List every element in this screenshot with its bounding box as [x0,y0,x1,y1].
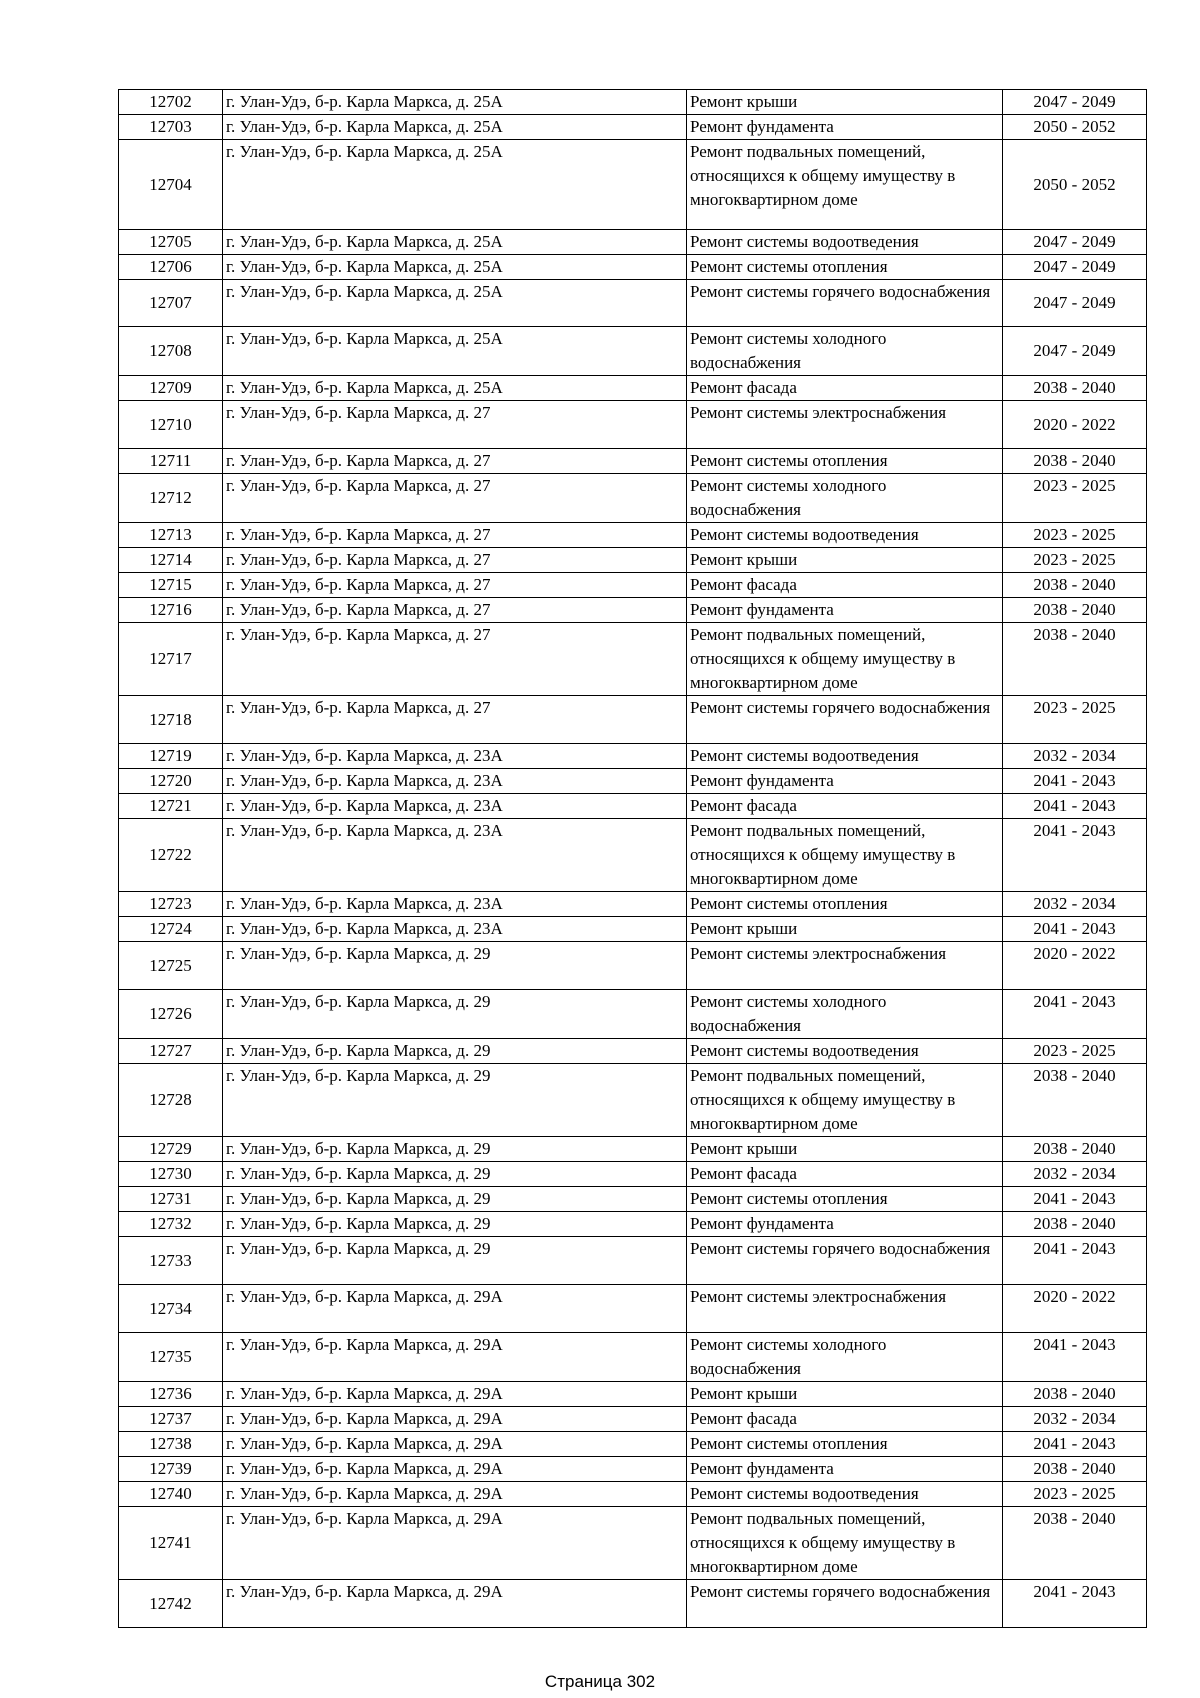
row-period: 2038 - 2040 [1003,376,1147,401]
row-work-type: Ремонт подвальных помещений, относящихся к общему имуществу в многоквартирном доме [687,140,1003,230]
row-period: 2038 - 2040 [1003,1382,1147,1407]
row-number: 12735 [119,1333,223,1382]
row-work-type: Ремонт подвальных помещений, относящихся к общему имуществу в многоквартирном доме [687,623,1003,696]
row-period: 2038 - 2040 [1003,1507,1147,1580]
row-period: 2023 - 2025 [1003,696,1147,744]
table-row [119,1407,1147,1432]
row-period: 2038 - 2040 [1003,598,1147,623]
row-work-type: Ремонт системы водоотведения [687,1482,1003,1507]
row-work-type: Ремонт системы отопления [687,255,1003,280]
row-address: г. Улан-Удэ, б-р. Карла Маркса, д. 27 [223,449,687,474]
table-row [119,90,1147,115]
row-work-type: Ремонт системы водоотведения [687,1039,1003,1064]
row-work-type: Ремонт системы электроснабжения [687,1285,1003,1333]
row-number: 12711 [119,449,223,474]
row-work-type: Ремонт фасада [687,376,1003,401]
row-work-type: Ремонт системы холодного водоснабжения [687,327,1003,376]
row-number: 12727 [119,1039,223,1064]
table-row [119,327,1147,376]
row-work-type: Ремонт крыши [687,90,1003,115]
table-row [119,1580,1147,1628]
row-period: 2023 - 2025 [1003,1482,1147,1507]
table-row [119,230,1147,255]
row-period: 2032 - 2034 [1003,744,1147,769]
row-number: 12714 [119,548,223,573]
row-period: 2041 - 2043 [1003,794,1147,819]
table-row [119,1432,1147,1457]
table-row [119,598,1147,623]
row-period: 2041 - 2043 [1003,769,1147,794]
row-number: 12731 [119,1187,223,1212]
row-period: 2041 - 2043 [1003,819,1147,892]
row-work-type: Ремонт крыши [687,1382,1003,1407]
row-address: г. Улан-Удэ, б-р. Карла Маркса, д. 25А [223,140,687,230]
table-row [119,255,1147,280]
table-row [119,474,1147,523]
row-period: 2023 - 2025 [1003,523,1147,548]
row-period: 2041 - 2043 [1003,1580,1147,1628]
row-address: г. Улан-Удэ, б-р. Карла Маркса, д. 29А [223,1507,687,1580]
row-address: г. Улан-Удэ, б-р. Карла Маркса, д. 27 [223,598,687,623]
row-address: г. Улан-Удэ, б-р. Карла Маркса, д. 29 [223,1064,687,1137]
table-row [119,1039,1147,1064]
row-number: 12724 [119,917,223,942]
row-number: 12734 [119,1285,223,1333]
row-address: г. Улан-Удэ, б-р. Карла Маркса, д. 29 [223,942,687,990]
table-row [119,401,1147,449]
row-number: 12709 [119,376,223,401]
row-number: 12715 [119,573,223,598]
row-number: 12719 [119,744,223,769]
table-row [119,115,1147,140]
row-work-type: Ремонт системы холодного водоснабжения [687,990,1003,1039]
table-row [119,523,1147,548]
row-number: 12707 [119,280,223,327]
page-number: Страница 302 [544,1672,656,1691]
row-number: 12722 [119,819,223,892]
row-address: г. Улан-Удэ, б-р. Карла Маркса, д. 29А [223,1432,687,1457]
row-address: г. Улан-Удэ, б-р. Карла Маркса, д. 29А [223,1482,687,1507]
table-row [119,623,1147,696]
row-address: г. Улан-Удэ, б-р. Карла Маркса, д. 23А [223,892,687,917]
row-period: 2041 - 2043 [1003,990,1147,1039]
row-number: 12706 [119,255,223,280]
row-work-type: Ремонт подвальных помещений, относящихся к общему имуществу в многоквартирном доме [687,819,1003,892]
row-period: 2023 - 2025 [1003,548,1147,573]
row-work-type: Ремонт фасада [687,1162,1003,1187]
row-address: г. Улан-Удэ, б-р. Карла Маркса, д. 23А [223,917,687,942]
row-period: 2041 - 2043 [1003,1333,1147,1382]
table-row [119,573,1147,598]
row-period: 2032 - 2034 [1003,1407,1147,1432]
table-row [119,1333,1147,1382]
row-work-type: Ремонт системы водоотведения [687,230,1003,255]
row-number: 12742 [119,1580,223,1628]
row-address: г. Улан-Удэ, б-р. Карла Маркса, д. 27 [223,696,687,744]
row-work-type: Ремонт фасада [687,1407,1003,1432]
table-row [119,892,1147,917]
row-period: 2050 - 2052 [1003,140,1147,230]
table-row [119,1507,1147,1580]
row-work-type: Ремонт системы холодного водоснабжения [687,474,1003,523]
row-work-type: Ремонт системы горячего водоснабжения [687,1237,1003,1285]
row-address: г. Улан-Удэ, б-р. Карла Маркса, д. 27 [223,401,687,449]
row-address: г. Улан-Удэ, б-р. Карла Маркса, д. 23А [223,744,687,769]
works-table-body [119,90,1147,1628]
row-period: 2041 - 2043 [1003,917,1147,942]
row-number: 12708 [119,327,223,376]
table-row [119,1064,1147,1137]
row-address: г. Улан-Удэ, б-р. Карла Маркса, д. 25А [223,115,687,140]
row-number: 12738 [119,1432,223,1457]
row-period: 2041 - 2043 [1003,1237,1147,1285]
row-work-type: Ремонт системы электроснабжения [687,942,1003,990]
row-work-type: Ремонт системы отопления [687,1187,1003,1212]
row-period: 2038 - 2040 [1003,1137,1147,1162]
row-period: 2038 - 2040 [1003,1457,1147,1482]
row-address: г. Улан-Удэ, б-р. Карла Маркса, д. 23А [223,819,687,892]
row-period: 2023 - 2025 [1003,474,1147,523]
row-work-type: Ремонт крыши [687,548,1003,573]
row-number: 12703 [119,115,223,140]
row-work-type: Ремонт фундамента [687,115,1003,140]
row-address: г. Улан-Удэ, б-р. Карла Маркса, д. 27 [223,523,687,548]
row-work-type: Ремонт системы отопления [687,449,1003,474]
row-address: г. Улан-Удэ, б-р. Карла Маркса, д. 25А [223,90,687,115]
row-address: г. Улан-Удэ, б-р. Карла Маркса, д. 29А [223,1457,687,1482]
row-address: г. Улан-Удэ, б-р. Карла Маркса, д. 25А [223,327,687,376]
row-number: 12705 [119,230,223,255]
row-number: 12720 [119,769,223,794]
row-work-type: Ремонт крыши [687,917,1003,942]
row-work-type: Ремонт подвальных помещений, относящихся к общему имуществу в многоквартирном доме [687,1064,1003,1137]
row-work-type: Ремонт системы отопления [687,892,1003,917]
row-address: г. Улан-Удэ, б-р. Карла Маркса, д. 29А [223,1580,687,1628]
row-number: 12729 [119,1137,223,1162]
row-number: 12713 [119,523,223,548]
row-period: 2047 - 2049 [1003,90,1147,115]
row-period: 2020 - 2022 [1003,1285,1147,1333]
row-address: г. Улан-Удэ, б-р. Карла Маркса, д. 27 [223,623,687,696]
row-number: 12728 [119,1064,223,1137]
row-number: 12702 [119,90,223,115]
row-period: 2038 - 2040 [1003,623,1147,696]
row-period: 2023 - 2025 [1003,1039,1147,1064]
row-address: г. Улан-Удэ, б-р. Карла Маркса, д. 29 [223,1162,687,1187]
row-number: 12725 [119,942,223,990]
table-row [119,990,1147,1039]
table-row [119,140,1147,230]
row-number: 12740 [119,1482,223,1507]
row-address: г. Улан-Удэ, б-р. Карла Маркса, д. 25А [223,230,687,255]
row-number: 12712 [119,474,223,523]
row-work-type: Ремонт крыши [687,1137,1003,1162]
row-address: г. Улан-Удэ, б-р. Карла Маркса, д. 29 [223,1237,687,1285]
table-row [119,744,1147,769]
row-address: г. Улан-Удэ, б-р. Карла Маркса, д. 29А [223,1285,687,1333]
row-address: г. Улан-Удэ, б-р. Карла Маркса, д. 23А [223,794,687,819]
table-row [119,449,1147,474]
row-period: 2038 - 2040 [1003,1212,1147,1237]
table-row [119,280,1147,327]
row-work-type: Ремонт системы горячего водоснабжения [687,696,1003,744]
row-address: г. Улан-Удэ, б-р. Карла Маркса, д. 25А [223,280,687,327]
works-table [118,89,1147,1628]
row-number: 12721 [119,794,223,819]
row-number: 12736 [119,1382,223,1407]
table-row [119,1382,1147,1407]
table-row [119,794,1147,819]
row-address: г. Улан-Удэ, б-р. Карла Маркса, д. 29 [223,1137,687,1162]
table-row [119,769,1147,794]
row-address: г. Улан-Удэ, б-р. Карла Маркса, д. 29А [223,1382,687,1407]
row-number: 12737 [119,1407,223,1432]
table-row [119,1285,1147,1333]
row-period: 2047 - 2049 [1003,280,1147,327]
row-period: 2047 - 2049 [1003,255,1147,280]
row-number: 12726 [119,990,223,1039]
row-number: 12704 [119,140,223,230]
row-address: г. Улан-Удэ, б-р. Карла Маркса, д. 29 [223,990,687,1039]
table-row [119,1457,1147,1482]
row-period: 2038 - 2040 [1003,449,1147,474]
table-row [119,696,1147,744]
table-row [119,1237,1147,1285]
row-address: г. Улан-Удэ, б-р. Карла Маркса, д. 25А [223,255,687,280]
row-address: г. Улан-Удэ, б-р. Карла Маркса, д. 25А [223,376,687,401]
table-row [119,1482,1147,1507]
row-number: 12730 [119,1162,223,1187]
row-number: 12723 [119,892,223,917]
row-address: г. Улан-Удэ, б-р. Карла Маркса, д. 29А [223,1333,687,1382]
row-work-type: Ремонт фундамента [687,1212,1003,1237]
row-period: 2041 - 2043 [1003,1432,1147,1457]
row-number: 12741 [119,1507,223,1580]
row-address: г. Улан-Удэ, б-р. Карла Маркса, д. 29А [223,1407,687,1432]
row-number: 12739 [119,1457,223,1482]
table-row [119,917,1147,942]
row-address: г. Улан-Удэ, б-р. Карла Маркса, д. 29 [223,1039,687,1064]
table-row [119,942,1147,990]
row-number: 12718 [119,696,223,744]
row-number: 12717 [119,623,223,696]
row-work-type: Ремонт фундамента [687,1457,1003,1482]
row-period: 2038 - 2040 [1003,1064,1147,1137]
row-number: 12710 [119,401,223,449]
row-work-type: Ремонт фундамента [687,598,1003,623]
row-number: 12733 [119,1237,223,1285]
row-work-type: Ремонт фундамента [687,769,1003,794]
row-number: 12716 [119,598,223,623]
row-work-type: Ремонт фасада [687,794,1003,819]
table-row [119,548,1147,573]
row-period: 2050 - 2052 [1003,115,1147,140]
row-address: г. Улан-Удэ, б-р. Карла Маркса, д. 23А [223,769,687,794]
table-row [119,1137,1147,1162]
row-number: 12732 [119,1212,223,1237]
table-row [119,376,1147,401]
row-period: 2032 - 2034 [1003,1162,1147,1187]
row-work-type: Ремонт фасада [687,573,1003,598]
row-work-type: Ремонт подвальных помещений, относящихся к общему имуществу в многоквартирном доме [687,1507,1003,1580]
row-period: 2032 - 2034 [1003,892,1147,917]
row-period: 2020 - 2022 [1003,942,1147,990]
row-work-type: Ремонт системы холодного водоснабжения [687,1333,1003,1382]
row-period: 2047 - 2049 [1003,327,1147,376]
row-work-type: Ремонт системы водоотведения [687,523,1003,548]
table-row [119,1162,1147,1187]
row-work-type: Ремонт системы горячего водоснабжения [687,280,1003,327]
row-address: г. Улан-Удэ, б-р. Карла Маркса, д. 27 [223,573,687,598]
row-address: г. Улан-Удэ, б-р. Карла Маркса, д. 29 [223,1187,687,1212]
row-work-type: Ремонт системы водоотведения [687,744,1003,769]
table-row [119,1212,1147,1237]
table-row [119,819,1147,892]
row-work-type: Ремонт системы горячего водоснабжения [687,1580,1003,1628]
row-period: 2020 - 2022 [1003,401,1147,449]
table-row [119,1187,1147,1212]
row-work-type: Ремонт системы отопления [687,1432,1003,1457]
row-period: 2047 - 2049 [1003,230,1147,255]
row-address: г. Улан-Удэ, б-р. Карла Маркса, д. 27 [223,548,687,573]
row-address: г. Улан-Удэ, б-р. Карла Маркса, д. 27 [223,474,687,523]
row-period: 2041 - 2043 [1003,1187,1147,1212]
row-work-type: Ремонт системы электроснабжения [687,401,1003,449]
row-address: г. Улан-Удэ, б-р. Карла Маркса, д. 29 [223,1212,687,1237]
row-period: 2038 - 2040 [1003,573,1147,598]
